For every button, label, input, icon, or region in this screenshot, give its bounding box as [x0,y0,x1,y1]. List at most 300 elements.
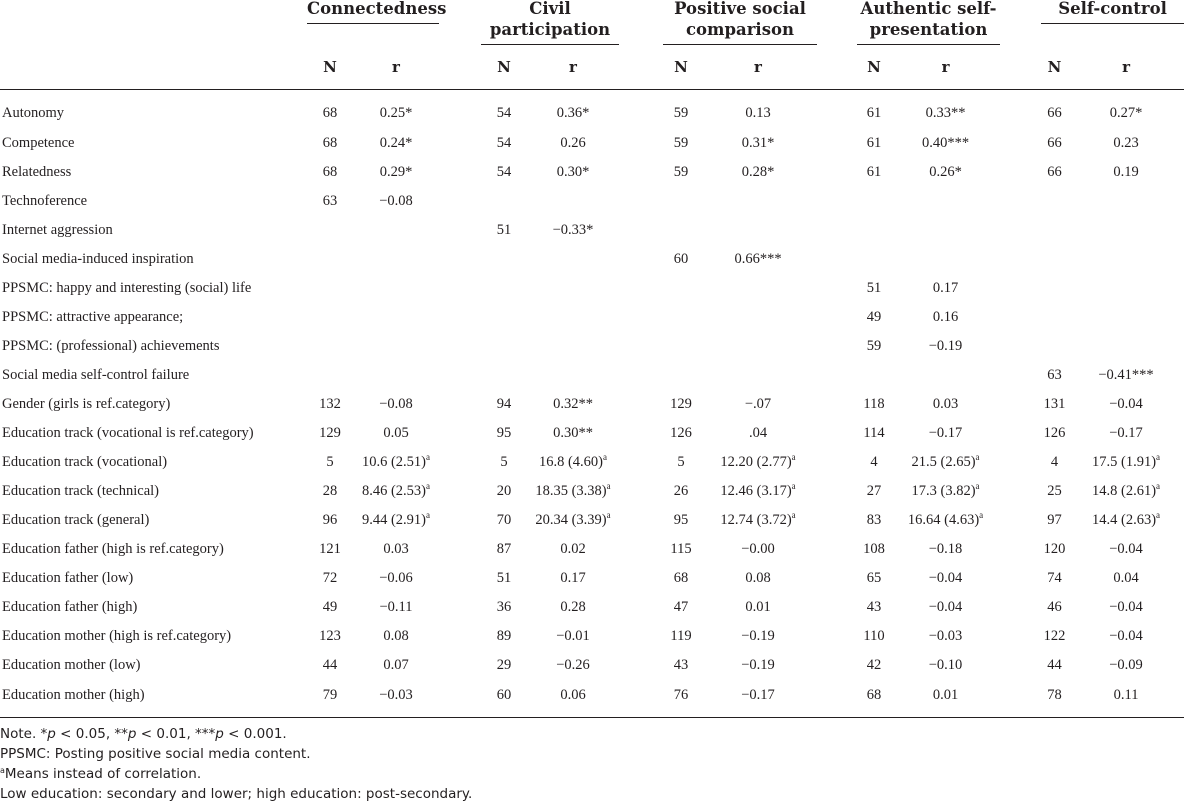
cell-r-value: −0.04 [928,570,963,586]
gap-cell [463,477,481,506]
group-header-3 [663,0,817,45]
gap-cell [1000,680,1023,718]
cell-r-value: 0.11 [1113,687,1139,703]
gap-cell [1023,274,1041,303]
cell-r [699,680,817,718]
gap-cell [1023,419,1041,448]
gap-cell [288,506,307,535]
gap-cell [1000,651,1023,680]
gap-cell [619,448,645,477]
cell-r [1068,390,1184,419]
cell-n: 126 [1043,425,1066,441]
cell-r [1068,303,1184,332]
cell-r [527,564,619,593]
cell-n: 59 [673,164,689,180]
cell-r [1068,90,1184,130]
gap-cell [645,651,663,680]
gap-cell [1000,187,1023,216]
gap-cell [619,419,645,448]
group-header-line: presentation [869,20,988,39]
gap-cell [645,477,663,506]
gap-cell [1023,129,1041,158]
gap-cell [817,0,839,45]
row-label: Education father (low) [2,570,134,586]
row-label: Education mother (high) [0,680,288,718]
cell-n [1041,274,1068,303]
gap-cell [439,187,463,216]
gap-cell [817,680,839,718]
gap-cell [619,651,645,680]
gap-cell [288,187,307,216]
cell-n: 54 [496,164,512,180]
cell-n: 68 [322,164,338,180]
gap-cell [288,651,307,680]
group-header-4 [857,0,1000,45]
cell-r [1068,477,1184,506]
gap-cell [619,45,645,90]
cell-r [527,651,619,680]
gap-cell [1000,419,1023,448]
table-row [0,274,1184,303]
cell-r-value: 0.33** [925,105,966,121]
gap-cell [1000,45,1023,90]
cell-r [891,187,1000,216]
gap-cell [288,129,307,158]
cell-n: 65 [866,570,882,586]
cell-n [663,187,699,216]
cell-r [891,506,1000,535]
cell-n: 61 [866,105,882,121]
table-row [0,622,1184,651]
cell-r [1068,419,1184,448]
cell-r-value: −0.17 [741,687,775,703]
cell-r-value: 8.46 (2.53) [361,483,427,499]
cell-n [663,274,699,303]
gap-cell [817,332,839,361]
cell-n: 110 [863,628,885,644]
cell-r [891,622,1000,651]
gap-cell [839,216,857,245]
cell-r-value: 0.07 [383,657,409,673]
gap-cell [288,477,307,506]
gap-cell [439,622,463,651]
col-header-n: N [481,45,527,90]
row-label: PPSMC: (professional) achievements [2,338,220,354]
cell-r [1068,680,1184,718]
cell-r [527,680,619,718]
cell-r-value: 0.27* [1109,105,1143,121]
cell-r-value: 20.34 (3.39) [535,512,607,528]
gap-cell [288,419,307,448]
row-label: Education track (general) [2,512,150,528]
cell-n: 51 [866,280,882,296]
cell-n [663,216,699,245]
gap-cell [1023,593,1041,622]
cell-r-marker: a [791,452,796,462]
cell-n: 131 [1043,396,1066,412]
cell-n: 78 [1041,680,1068,718]
gap-cell [1000,274,1023,303]
cell-r [527,419,619,448]
row-label: Education track (vocational is ref.category) [2,425,254,441]
cell-r-value: 0.23 [1113,135,1139,151]
gap-cell [463,0,481,45]
cell-n [307,361,353,390]
cell-n [1041,187,1068,216]
gap-cell [439,419,463,448]
gap-cell [439,390,463,419]
gap-cell [645,45,663,90]
cell-r [1068,332,1184,361]
gap-cell [645,158,663,187]
gap-cell [619,158,645,187]
gap-cell [288,0,307,45]
group-header-label [857,0,1000,45]
group-header-line: Civil [529,0,571,18]
cell-r [353,187,439,216]
col-header-n: N [307,45,353,90]
gap-cell [1000,564,1023,593]
row-label: Autonomy [2,105,65,121]
col-header-n: N [663,45,699,90]
gap-cell [288,535,307,564]
cell-r-value: 14.8 (2.61) [1092,483,1157,499]
gap-cell [619,535,645,564]
cell-r [527,274,619,303]
gap-cell [463,274,481,303]
gap-cell [1023,303,1041,332]
cell-r-value: 0.30* [556,164,590,180]
cell-n: 59 [673,105,689,121]
cell-r [353,506,439,535]
cell-r-marker: a [1156,481,1161,491]
table-row [0,158,1184,187]
cell-n: 47 [673,599,689,615]
cell-r [891,535,1000,564]
cell-n [663,332,699,361]
cell-n: 129 [319,425,341,441]
cell-r [1068,158,1184,187]
cell-n: 59 [673,135,689,151]
cell-r-value: 0.36* [556,105,590,121]
group-header-line: Self-control [1058,0,1167,18]
table-row [0,245,1184,274]
cell-n: 63 [1047,367,1062,383]
cell-r [699,90,817,130]
cell-r-value: 0.17 [932,280,959,296]
gap-cell [288,622,307,651]
cell-r [527,622,619,651]
cell-r [527,332,619,361]
cell-r-value: 0.30** [553,425,593,441]
gap-cell [463,419,481,448]
gap-cell [463,506,481,535]
cell-n: 129 [670,396,692,412]
gap-cell [619,0,645,45]
cell-r [891,332,1000,361]
cell-n: 60 [481,680,527,718]
cell-r [353,535,439,564]
gap-cell [439,564,463,593]
cell-r [1068,651,1184,680]
group-header-label [481,0,619,45]
cell-r [353,158,439,187]
gap-cell [839,622,857,651]
gap-cell [645,622,663,651]
gap-cell [817,651,839,680]
gap-cell [619,274,645,303]
cell-r [891,90,1000,130]
gap-cell [463,622,481,651]
corner-cell [0,0,288,45]
cell-n: 114 [863,425,885,441]
cell-r [1068,564,1184,593]
gap-cell [463,332,481,361]
cell-r-value: 10.6 (2.51) [361,454,427,470]
gap-cell [288,448,307,477]
gap-cell [439,535,463,564]
table-notes [0,724,472,804]
cell-r-value: 12.20 (2.77) [720,454,792,470]
table-row [0,419,1184,448]
gap-cell [439,506,463,535]
cell-r-value: 17.5 (1.91) [1092,454,1157,470]
table-row [0,90,1184,130]
cell-n: 4 [870,454,878,470]
cell-n: 97 [1047,512,1062,528]
cell-n: 66 [1047,135,1062,151]
cell-r-value: −0.17 [928,425,963,441]
row-label: Education father (high is ref.category) [2,541,224,557]
cell-n [481,303,527,332]
gap-cell [1023,361,1041,390]
cell-r [699,187,817,216]
cell-r [353,448,439,477]
cell-r [527,593,619,622]
cell-r [527,477,619,506]
cell-r-marker: a [606,510,611,520]
cell-r-value: 9.44 (2.91) [361,512,427,528]
row-label: Internet aggression [2,222,113,238]
gap-cell [1000,448,1023,477]
cell-n [307,245,353,274]
gap-cell [1000,303,1023,332]
cell-r [891,245,1000,274]
cell-r [699,477,817,506]
gap-cell [439,361,463,390]
cell-n: 51 [496,570,512,586]
cell-r [1068,245,1184,274]
table-row [0,535,1184,564]
gap-cell [817,303,839,332]
gap-cell [288,90,307,130]
gap-cell [439,332,463,361]
cell-r [891,593,1000,622]
cell-r [353,593,439,622]
cell-r [699,651,817,680]
note-significance: Note. *p < 0.05, **p < 0.01, ***p < 0.001. [0,726,287,742]
table-row [0,593,1184,622]
cell-r-value: −0.41*** [1098,367,1154,383]
cell-r [699,129,817,158]
cell-n [1041,216,1068,245]
gap-cell [817,245,839,274]
gap-cell [839,274,857,303]
gap-cell [288,245,307,274]
cell-r [353,303,439,332]
gap-cell [839,129,857,158]
gap-cell [645,680,663,718]
cell-n [1041,303,1068,332]
gap-cell [439,477,463,506]
cell-r-value: −0.04 [1109,628,1143,644]
gap-cell [817,129,839,158]
cell-n: 68 [857,680,891,718]
cell-r-value: −0.33* [552,222,594,238]
cell-r [353,216,439,245]
gap-cell [288,158,307,187]
row-label: Education mother (high is ref.category) [2,628,232,644]
cell-n: 28 [322,483,338,499]
cell-n [1041,332,1068,361]
cell-n: 43 [866,599,882,615]
col-header-r: r [891,45,1000,90]
gap-cell [463,593,481,622]
gap-cell [1000,129,1023,158]
table-row [0,390,1184,419]
gap-cell [439,129,463,158]
cell-r-value: 0.05 [383,425,409,441]
gap-cell [817,419,839,448]
cell-r-value: −0.08 [379,193,413,209]
row-label: Relatedness [2,164,72,180]
cell-n: 76 [663,680,699,718]
cell-r [891,448,1000,477]
cell-r [527,361,619,390]
gap-cell [645,303,663,332]
cell-r [699,245,817,274]
col-header-r: r [353,45,439,90]
cell-r-marker: a [603,452,608,462]
gap-cell [839,593,857,622]
cell-r-value: −0.00 [741,541,775,557]
gap-cell [839,158,857,187]
cell-r-value: −0.04 [1109,541,1143,557]
cell-r [353,564,439,593]
cell-n: 54 [496,135,512,151]
gap-cell [1023,506,1041,535]
cell-r [699,274,817,303]
cell-n: 126 [670,425,692,441]
gap-cell [463,303,481,332]
cell-r [353,651,439,680]
cell-n: 87 [496,541,512,557]
row-label: Gender (girls is ref.category) [2,396,171,412]
gap-cell [839,535,857,564]
cell-r [1068,535,1184,564]
col-header-r: r [527,45,619,90]
cell-n: 51 [496,222,512,238]
cell-n: 42 [866,657,882,673]
cell-r-value: −0.03 [928,628,963,644]
gap-cell [1023,448,1041,477]
gap-cell [645,216,663,245]
cell-r [1068,129,1184,158]
cell-r [527,506,619,535]
gap-cell [1023,245,1041,274]
gap-cell [619,303,645,332]
cell-n [307,303,353,332]
cell-r [1068,593,1184,622]
gap-cell [619,361,645,390]
gap-cell [1023,535,1041,564]
gap-cell [463,651,481,680]
cell-n: 61 [866,135,882,151]
cell-n [1041,245,1068,274]
cell-r [353,129,439,158]
gap-cell [645,90,663,130]
gap-cell [439,651,463,680]
cell-n: 70 [496,512,512,528]
gap-cell [1000,506,1023,535]
gap-cell [839,564,857,593]
cell-n: 46 [1047,599,1062,615]
table-row [0,361,1184,390]
cell-r-value: .04 [748,425,768,441]
cell-r [527,90,619,130]
cell-r [891,390,1000,419]
cell-n: 44 [322,657,338,673]
cell-r [699,593,817,622]
gap-cell [619,90,645,130]
gap-cell [817,564,839,593]
cell-n [307,332,353,361]
cell-n: 123 [319,628,341,644]
col-header-n: N [1041,45,1068,90]
group-header-line: participation [489,20,611,39]
cell-r-value: −0.03 [379,687,413,703]
cell-r-value: −0.10 [928,657,963,673]
cell-r-value: 0.26* [929,164,962,180]
gap-cell [439,680,463,718]
cell-r [353,90,439,130]
row-label: Technoference [2,193,88,209]
cell-r [527,535,619,564]
cell-r-value: 0.40*** [921,135,970,151]
cell-r-value: 0.26 [560,135,586,151]
gap-cell [645,535,663,564]
cell-r-marker: a [1156,510,1161,520]
gap-cell [645,506,663,535]
cell-r-value: 0.06 [560,687,586,703]
cell-r [699,506,817,535]
cell-r-value: 12.74 (3.72) [720,512,792,528]
cell-n: 36 [496,599,512,615]
gap-cell [619,593,645,622]
gap-cell [1023,680,1041,718]
cell-r-value: −0.17 [1109,425,1143,441]
gap-cell [619,332,645,361]
table-row [0,187,1184,216]
table-row [0,680,1184,718]
gap-cell [817,506,839,535]
cell-r [891,680,1000,718]
gap-cell [463,187,481,216]
gap-cell [1000,245,1023,274]
cell-r [699,390,817,419]
cell-r [1068,361,1184,390]
gap-cell [1023,90,1041,130]
